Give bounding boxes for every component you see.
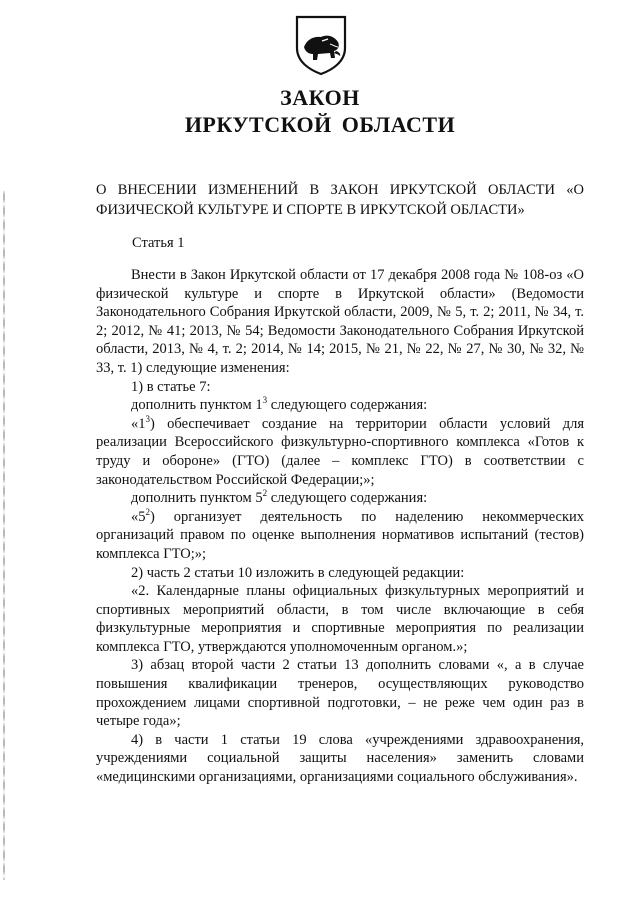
law-subject: О ВНЕСЕНИИ ИЗМЕНЕНИЙ В ЗАКОН ИРКУТСКОЙ ОБЛАСТИ «О ФИЗИЧЕСКОЙ КУЛЬТУРЕ И СПОРТЕ В ИРКУТСКОЙ ОБЛАСТИ» xyxy=(96,182,584,218)
amendment-item-4: 4) в части 1 статьи 19 слова «учреждениями здравоохранения, учреждениями социальной защиты населения» заменить словами «медицинскими организациями, организациями социального обслуживания». xyxy=(96,731,584,786)
article-heading: Статья 1 xyxy=(132,235,185,251)
amendment-item-1b-tail: следующего содержания: xyxy=(267,490,428,507)
quote-point-1-3-sup: 3 xyxy=(145,413,150,424)
scan-edge-marks xyxy=(3,190,5,880)
article-body xyxy=(96,266,584,787)
document-type-title: ЗАКОН xyxy=(280,85,360,110)
quote-point-1-3 xyxy=(96,415,584,489)
quote-point-5-2 xyxy=(96,508,584,564)
amendment-item-1a-text: дополнить пунктом 1 xyxy=(131,397,263,414)
amendment-item-1b-text: дополнить пунктом 5 xyxy=(131,490,263,507)
amendment-item-1b xyxy=(96,489,584,508)
amendment-item-3: 3) абзац второй части 2 статьи 13 дополнить словами «, а в случае повышения квалификации тренеров, осуществляющих руководство прохождением лицами спортивной подготовки, – не реже чем один раз в четыре года»; xyxy=(96,657,584,730)
quote-point-1-3-open: «1 xyxy=(131,415,146,432)
quote-point-5-2-sup: 2 xyxy=(145,506,150,517)
quote-point-5-2-open: «5 xyxy=(131,508,146,525)
quote-point-1-3-text: ) обеспечивает создание на территории области условий для реализации Всероссийского физкультурно-спортивного комплекса «Готов к труду и обороне» (ГТО) (далее – комплекс ГТО) в соответствии с законодательством Российской Федерации;»; xyxy=(96,415,584,488)
region-title: ИРКУТСКОЙ ОБЛАСТИ xyxy=(184,112,456,137)
amendment-item-1b-sup: 2 xyxy=(262,488,268,499)
amendment-item-1: 1) в статье 7: xyxy=(131,378,211,395)
amendment-item-1a-sup: 3 xyxy=(262,395,268,406)
quote-point-5-2-text: ) организует деятельность по наделению некоммерческих организаций правом по оценке выполнения нормативов испытаний (тестов) комплекса ГТО;»; xyxy=(96,508,584,562)
article-intro: Внести в Закон Иркутской области от 17 декабря 2008 года № 108-оз «О физической культуре и спорте в Иркутской области» (Ведомости Законодательного Собрания Иркутской области, 2009, № 5, т. 2; 2011, № 34, т. 2; 2012, № 41; 2013, № 54; Ведомости Законодательного Собрания Иркутской области, 2013, № 4, т. 2; 2014, № 14; 2015, № 21, № 22, № 27, № 30, № 32, № 33, т. 1) следующие изменения: xyxy=(96,267,584,376)
amendment-item-1a-tail: следующего содержания: xyxy=(267,397,428,414)
amendment-item-2: 2) часть 2 статьи 10 изложить в следующей редакции: xyxy=(131,564,465,581)
irkutsk-coat-of-arms-icon xyxy=(294,14,348,76)
quote-part-2-article-10: «2. Календарные планы официальных физкультурных мероприятий и спортивных мероприятий области, в том числе включающие в себя физкультурные мероприятия и спортивные мероприятия по реализации комплекса ГТО, утверждаются уполномоченным органом.»; xyxy=(96,583,584,655)
amendment-item-1a xyxy=(96,396,584,415)
